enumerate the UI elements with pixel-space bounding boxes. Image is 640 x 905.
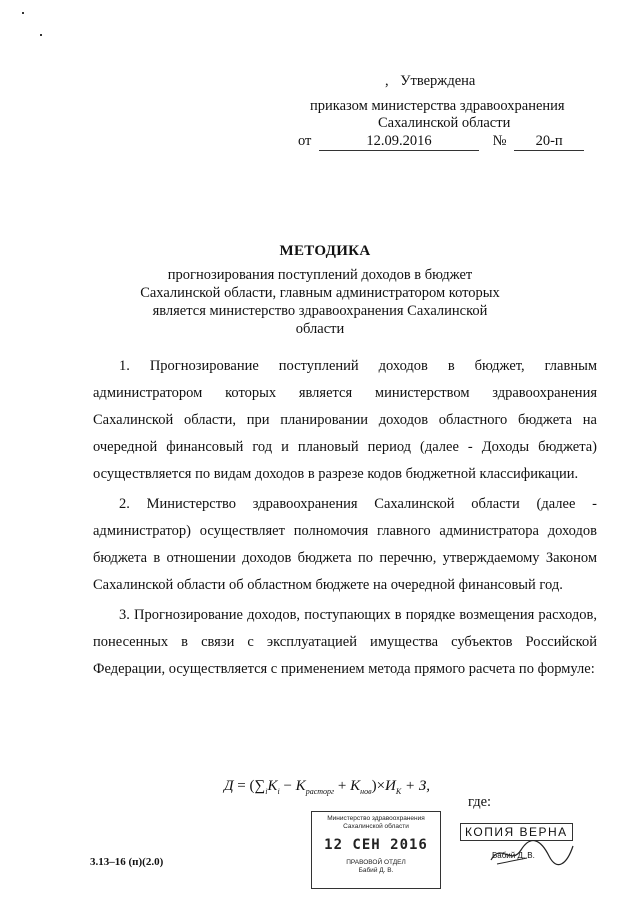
formula-k-rast: K [295,778,306,794]
subtitle-line-1: прогнозирования поступлений доходов в бюджет [167,267,473,283]
formula-k: K [267,778,278,794]
formula-where: где: [468,794,492,810]
formula-sum-sub: i [265,787,268,796]
formula [224,778,430,796]
stamp-region: Сахалинской области [343,823,409,830]
order-date: 12.09.2016 [319,132,479,151]
order-date-line [298,132,584,151]
order-line-2: Сахалинской области [378,115,511,131]
copy-label: КОПИЯ ВЕРНА [460,823,573,841]
stray-mark [40,34,42,36]
paragraph-2: 2. Министерство здравоохранения Сахалинской области (далее - администратор) осуществляет полномочия главного администратора доходов бюджета в отношении доходов бюджета по перечню, утверждаемому Законом Сахалинской области об областном бюджете на очередной финансовый год. [93,496,597,593]
formula-ik-sub: К [395,787,402,796]
received-stamp [311,811,441,889]
subtitle-line-3: является министерство здравоохранения Сахалинской [152,303,488,319]
stray-mark [22,12,24,14]
formula-plus-z: + З, [401,778,431,794]
footer-code: 3.13–16 (п)(2.0) [90,856,164,868]
formula-k-sub: i [277,787,280,796]
stamp-signer: Бабий Д. В. [358,867,394,874]
from-label: от [298,133,312,149]
order-line-1: приказом министерства здравоохранения [310,98,565,114]
subtitle-line-2: Сахалинской области, главным администратором которых [140,285,500,301]
formula-k-new-sub: нов [360,787,372,796]
document-body [93,353,597,683]
paragraph-1: 1. Прогнозирование поступлений доходов в бюджет, главным администратором которых является министерством здравоохранения Сахалинской области, при планировании доходов областного бюджета на очередной финансовый год и плановый период (далее - Доходы бюджета) осуществляется по видам доходов в разрезе кодов бюджетной классификации. [93,358,597,482]
stamp-department: ПРАВОВОЙ ОТДЕЛ [346,859,406,866]
approved-line [300,72,600,90]
formula-plus: + [334,778,351,794]
approved-label: Утверждена [400,73,476,89]
subtitle-line-4: области [295,321,345,337]
stamp-ministry: Министерство здравоохранения [327,815,425,822]
formula-sum: ∑ [254,778,266,794]
formula-k-rast-sub: расторг [305,787,335,796]
document-title: МЕТОДИКА [279,243,371,259]
order-number: 20-п [514,132,584,151]
copy-signer: Бабий Д. В. [492,851,535,860]
document-subtitle [100,266,540,338]
number-label: № [492,133,507,149]
formula-close-times: )× [371,778,386,794]
paragraph-3: 3. Прогнозирование доходов, поступающих в порядке возмещения расходов, понесенных в связи с эксплуатацией имущества субъектов Российской Федерации, осуществляется с применением метода прямого расчета по формуле: [93,607,597,677]
formula-d: Д [224,778,234,794]
formula-eq: = ( [233,778,255,794]
stamp-date: 12 СЕН 2016 [324,837,428,853]
formula-k-new: K [350,778,361,794]
signature-scribble [487,838,577,868]
formula-minus: − [279,778,296,794]
approval-header [300,72,600,90]
formula-ik: И [385,778,396,794]
comma-mark: , [385,73,389,89]
